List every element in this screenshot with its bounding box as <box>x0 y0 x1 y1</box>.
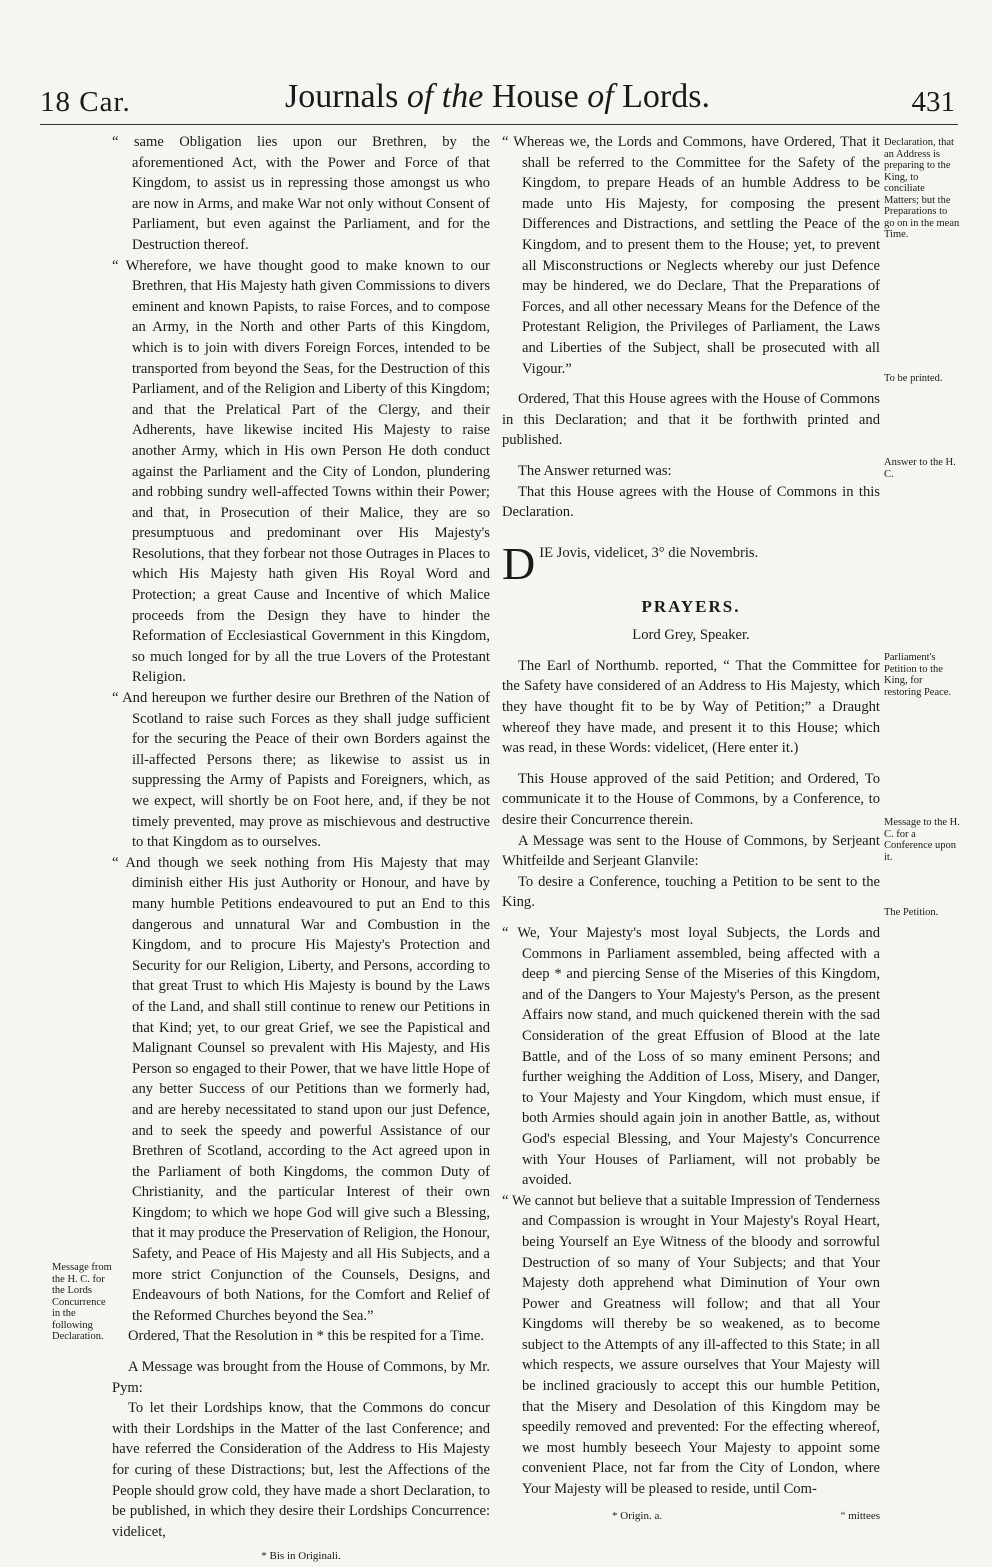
page-number: 431 <box>911 86 955 118</box>
declaration-text: “ Whereas we, the Lords and Commons, have Ordered, That it shall be referred to the Committee for the Safety of the Kingdom, to prepare Heads of an humble Address to be made unto His Majesty, for composing the present Differences and Distractions, and settling the Peace of the Kingdom, and to present them to the House; yet, to prevent all Misconstructions or Neglects whereby our just Defence may be hindered, we do Declare, That the Preparations of Forces, and all other necessary Means for the Defence of the Protestant Religion, the Privileges of Parliament, the Laws and Liberties of the Subject, shall be prosecuted with all Vigour.” <box>502 134 880 377</box>
date-heading: DIE Jovis, videlicet, 3° die Novembris. <box>502 537 759 589</box>
prayers-heading: PRAYERS. <box>641 596 741 616</box>
report-paragraph: The Earl of Northumb. reported, “ That the Committee for the Safety have considered of an Address to His Majesty, which they have thought fit to be by Way of Petition;” a Draught whereof they have made, and present it to this House; which was read, in these Words: videlicet, (Here enter it.) <box>502 657 880 757</box>
paragraph-message-body: To let their Lordships know, that the Commons do concur with their Lordships in the Matter of the last Conference; and have referred the Consideration of the Address to His Majesty for curing of these Distractions; but, lest the Affections of the People should grow cold, they have made a short Declaration, to be published, in which they desire their Lordships Concurrence: videlicet, <box>112 1400 490 1540</box>
footnote-row <box>502 1506 880 1522</box>
paragraph: “ Wherefore, we have thought good to make known to our Brethren, that His Majesty hath given Commissions to divers eminent and known Papists, to raise Forces, and to compose an Army, in the North and other Parts of this Kingdom, which is to join with divers Foreign Forces, intended to be transported from beyond the Seas, for the Destruction of this Parliament, and of the Religion and Liberty of this Kingdom; and that the Prelatical Part of the Clergy, and their Adherents, have likewise incited His Majesty to raise another Army, which in His own Person He doth conduct against the Parliament and the City of London, plundering and robbing sundry well-affected Towns within their Power; and that, in Prosecution of their Malice, they are so presumptuous and predominant over His Majesty's Resolutions, that they forbear not those Outrages in Places to which His Majesty hath given His Royal Word and Protection; a great Cause and Incentive of which Malice proceeds from the Design they have to hinder the Reformation of Ecclesiastical Government in this Kingdom, so much longed for by all the true Lovers of the Protestant Religion. <box>112 257 490 686</box>
page-header <box>40 78 955 122</box>
drop-cap: D <box>502 537 536 589</box>
message-sent: A Message was sent to the House of Commons, by Serjeant Whitfeilde and Serjeant Glanvile: <box>502 832 880 870</box>
answer-intro: The Answer returned was: <box>518 462 672 479</box>
header-rule <box>40 124 958 125</box>
margin-note-petition: Parliament's Petition to the King, for restoring Peace. <box>884 652 952 698</box>
desire-conference: To desire a Conference, touching a Petition to be sent to the King. <box>502 873 880 911</box>
margin-note-message: Message from the H. C. for the Lords Concurrence in the following Declaration. <box>52 1262 112 1342</box>
answer-text: That this House agrees with the House of Commons in this Declaration. <box>502 483 880 521</box>
catchword: “ mittees <box>840 1509 880 1522</box>
regnal-year: 18 Car. <box>40 86 131 118</box>
right-column <box>502 132 880 1522</box>
paragraph: “ same Obligation lies upon our Brethren, by the aforementioned Act, with the Power and Force of that Kingdom, to assist us in repressing those amongst us who are now in Arms, and make War not only without Consent of Parliament, but even against the Parliament, and for the Destruction thereof. <box>112 134 490 253</box>
margin-note-print: To be printed. <box>884 373 943 384</box>
paragraph: “ And though we seek nothing from His Majesty that may diminish either His just Authority or Honour, and have by many humble Petitions endeavoured to put an End to this dangerous and unnatural War and Combustion in the Kingdom, and to procure His Majesty's Protection and Security for our Religion, Liberty, and Persons, according to that great Trust to which His Majesty is bound by the Laws of the Land, and shall still continue to renew our Petitions in that Kind; yet, to our great Grief, we see the Papistical and Malignant Counsel so prevalent with His Majesty, and His Person so engaged to their Power, that we have little Hope of any better Success of our Petitions than we formerly had, and are hereby necessitated to stand upon our just Defence, and to seek the speedy and powerful Assistance of our Brethren of Scotland, according to the Act agreed upon in the Parliament of both Kingdoms, the common Duty of Christianity, and the particular Interest of their own Kingdom; to which we hope God will give such a Blessing, that it may produce the Preservation of Religion, the Honour, Safety, and Peace of His Majesty and all His Subjects, and a more strict Conjunction of the Counsels, Designs, and Endeavours of both Nations, for the Comfort and Relief of the Reformed Churches beyond the Sea.” <box>112 854 490 1324</box>
running-title: Journals of the House of Lords. <box>285 78 710 115</box>
margin-note-petition-label: The Petition. <box>884 907 939 918</box>
margin-note-declaration: Declaration, that an Address is preparing to the King, to conciliate Matters; but the Preparations to go on in the mean Time. <box>884 137 960 240</box>
footnote: * Bis in Originali. <box>261 1550 341 1563</box>
speaker-line: Lord Grey, Speaker. <box>632 627 750 644</box>
approved-paragraph: This House approved of the said Petition; and Ordered, To communicate it to the House of Commons, by a Conference, to desire their Concurrence therein. <box>502 770 880 829</box>
left-column <box>112 132 490 1567</box>
footnote: * Origin. a. <box>612 1509 663 1522</box>
petition-paragraph: “ We, Your Majesty's most loyal Subjects, the Lords and Commons in Parliament assembled, being affected with a deep * and piercing Sense of the Miseries of this Kingdom, and of the Dangers to Your Majesty's Person, as the present Affairs now stand, and much quickened therein with the sad Consideration of the great Effusion of Blood at the late Battle, and of the Loss of so many eminent Persons; and further weighing the Addition of Loss, Misery, and Danger, to Your Majesty and Your Kingdom, which must ensue, if both Armies should again join in another Battle, as, without God's especial Blessing, and Your Majesty's Concurrence with Your Houses of Parliament, will not probably be avoided. <box>502 925 880 1189</box>
paragraph: “ And hereupon we further desire our Brethren of the Nation of Scotland to raise such Forces as they shall judge sufficient for the securing the Peace of their own Borders against the ill-affected Persons there; as likewise to assist us in suppressing the Army of Papists and Foreigners, which, as we expect, will shortly be on Foot here, and, if they be not timely prevented, may prove as mischievous and destructive to that Kingdom as to ourselves. <box>112 690 490 851</box>
margin-note-conference: Message to the H. C. for a Conference upon it. <box>884 817 960 863</box>
margin-note-answer: Answer to the H. C. <box>884 457 956 480</box>
paragraph-ordered: Ordered, That the Resolution in * this be respited for a Time. <box>128 1328 485 1345</box>
ordered-print: Ordered, That this House agrees with the House of Commons in this Declaration; and that it be forthwith printed and published. <box>502 391 880 449</box>
paragraph-message: A Message was brought from the House of Commons, by Mr. Pym: <box>112 1359 490 1396</box>
petition-paragraph: “ We cannot but believe that a suitable Impression of Tenderness and Compassion is wrought in Your Majesty's Royal Heart, being Yourself an Eye Witness of the bloody and sorrowful Destruction of so many of Your Subjects; and that Your Majesty doth apprehend what Diminution of Your own Power and Greatness will follow; and that all Your Kingdoms will thereby be so weakened, as to become subject to the Attempts of any ill-affected to this State; in all which respects, we assure ourselves that Your Majesty will be inclined graciously to accept this our humble Petition, that the Misery and Desolation of this Kingdom may be speedily removed and prevented: For the effecting whereof, we most humbly beseech Your Majesty to appoint some convenient Place, not far from the City of London, where Your Majesty will be pleased to reside, until Com- <box>502 1192 880 1498</box>
